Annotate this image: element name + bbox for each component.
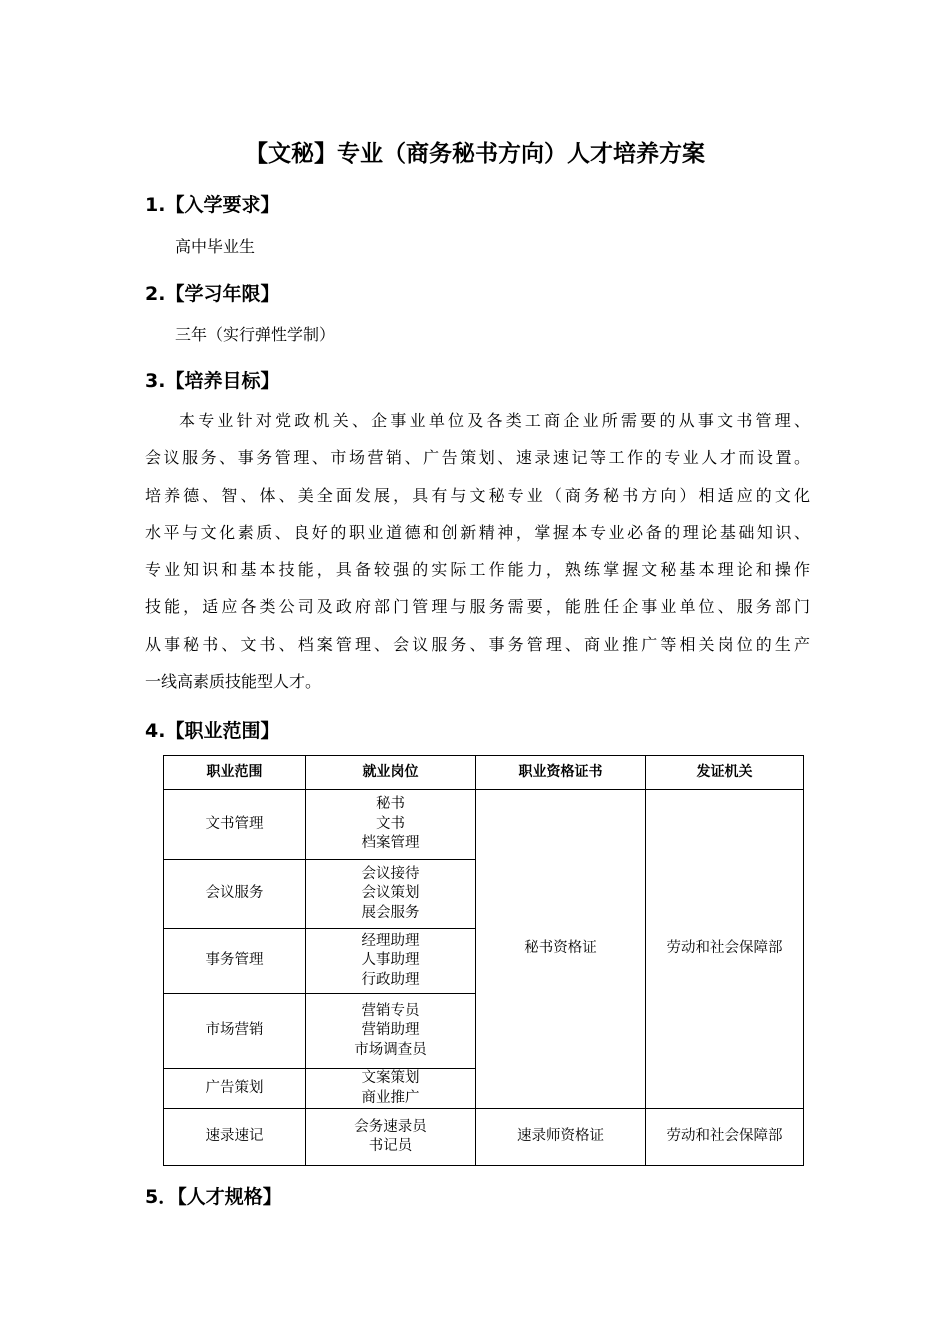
position-item: 会务速录员 [354, 1118, 427, 1135]
admission-requirement: 高中毕业生 [175, 237, 256, 256]
career-scope-cell: 事务管理 [164, 929, 306, 994]
position-item: 经理助理 [361, 932, 420, 949]
position-item: 文书 [376, 815, 405, 832]
career-scope-cell: 会议服务 [164, 860, 306, 929]
study-duration: 三年（实行弹性学制） [175, 325, 336, 344]
authority-cell: 劳动和社会保障部 [646, 1109, 804, 1166]
header-positions: 就业岗位 [306, 756, 476, 790]
positions-cell [306, 994, 476, 1069]
objective-line: 从事秘书、文书、档案管理、会议服务、事务管理、商业推广等相关岗位的生产 [145, 634, 810, 654]
career-table [163, 755, 804, 1166]
objective-line: 技能，适应各类公司及政府部门管理与服务需要，能胜任企事业单位、服务部门 [145, 597, 810, 617]
authority-cell: 劳动和社会保障部 [646, 790, 804, 1109]
objective-line: 一线高素质技能型人才。 [145, 672, 322, 692]
objective-paragraph [145, 402, 810, 700]
objective-line: 本专业针对党政机关、企事业单位及各类工商企业所需要的从事文书管理、 [179, 411, 810, 430]
section-heading-career-scope: 4.【职业范围】 [145, 720, 280, 742]
position-item: 市场调查员 [354, 1041, 427, 1058]
position-item: 营销专员 [361, 1002, 420, 1019]
header-career-scope: 职业范围 [164, 756, 306, 790]
position-item: 人事助理 [361, 952, 420, 969]
position-item: 展会服务 [361, 904, 420, 921]
objective-line: 专业知识和基本技能，具备较强的实际工作能力，熟练掌握文秘基本理论和操作 [145, 560, 810, 580]
career-scope-cell: 市场营销 [164, 994, 306, 1069]
section-heading-talent-spec: 5．【人才规格】 [145, 1186, 282, 1208]
header-authority: 发证机关 [646, 756, 804, 790]
position-item: 书记员 [368, 1138, 413, 1154]
table-row [164, 790, 804, 860]
positions-cell [306, 1109, 476, 1166]
position-item: 会议策划 [361, 885, 420, 902]
career-scope-cell: 文书管理 [164, 790, 306, 860]
objective-line: 会议服务、事务管理、市场营销、广告策划、速录速记等工作的专业人才而设置。 [145, 448, 810, 468]
objective-line: 培养德、智、体、美全面发展，具有与文秘专业（商务秘书方向）相适应的文化 [145, 485, 810, 505]
position-item: 档案管理 [361, 835, 420, 852]
section-heading-admission: 1.【入学要求】 [145, 194, 280, 216]
position-item: 商业推广 [361, 1089, 420, 1106]
position-item: 会议接待 [361, 865, 420, 882]
table-row [164, 1109, 804, 1166]
positions-cell [306, 1069, 476, 1109]
career-scope-cell: 速录速记 [164, 1109, 306, 1166]
certificate-cell: 秘书资格证 [476, 790, 646, 1109]
position-item: 行政助理 [361, 971, 420, 988]
career-scope-cell: 广告策划 [164, 1069, 306, 1109]
position-item: 营销助理 [361, 1022, 420, 1039]
objective-line: 水平与文化素质、良好的职业道德和创新精神，掌握本专业必备的理论基础知识、 [145, 522, 810, 542]
table-header-row [164, 756, 804, 790]
document-title: 【文秘】专业（商务秘书方向）人才培养方案 [245, 141, 705, 167]
positions-cell [306, 929, 476, 994]
section-heading-duration: 2.【学习年限】 [145, 283, 280, 305]
positions-cell [306, 790, 476, 860]
positions-cell [306, 860, 476, 929]
header-certificate: 职业资格证书 [476, 756, 646, 790]
certificate-cell: 速录师资格证 [476, 1109, 646, 1166]
position-item: 文案策划 [361, 1070, 420, 1086]
position-item: 秘书 [376, 796, 405, 813]
section-heading-objective: 3.【培养目标】 [145, 370, 280, 392]
